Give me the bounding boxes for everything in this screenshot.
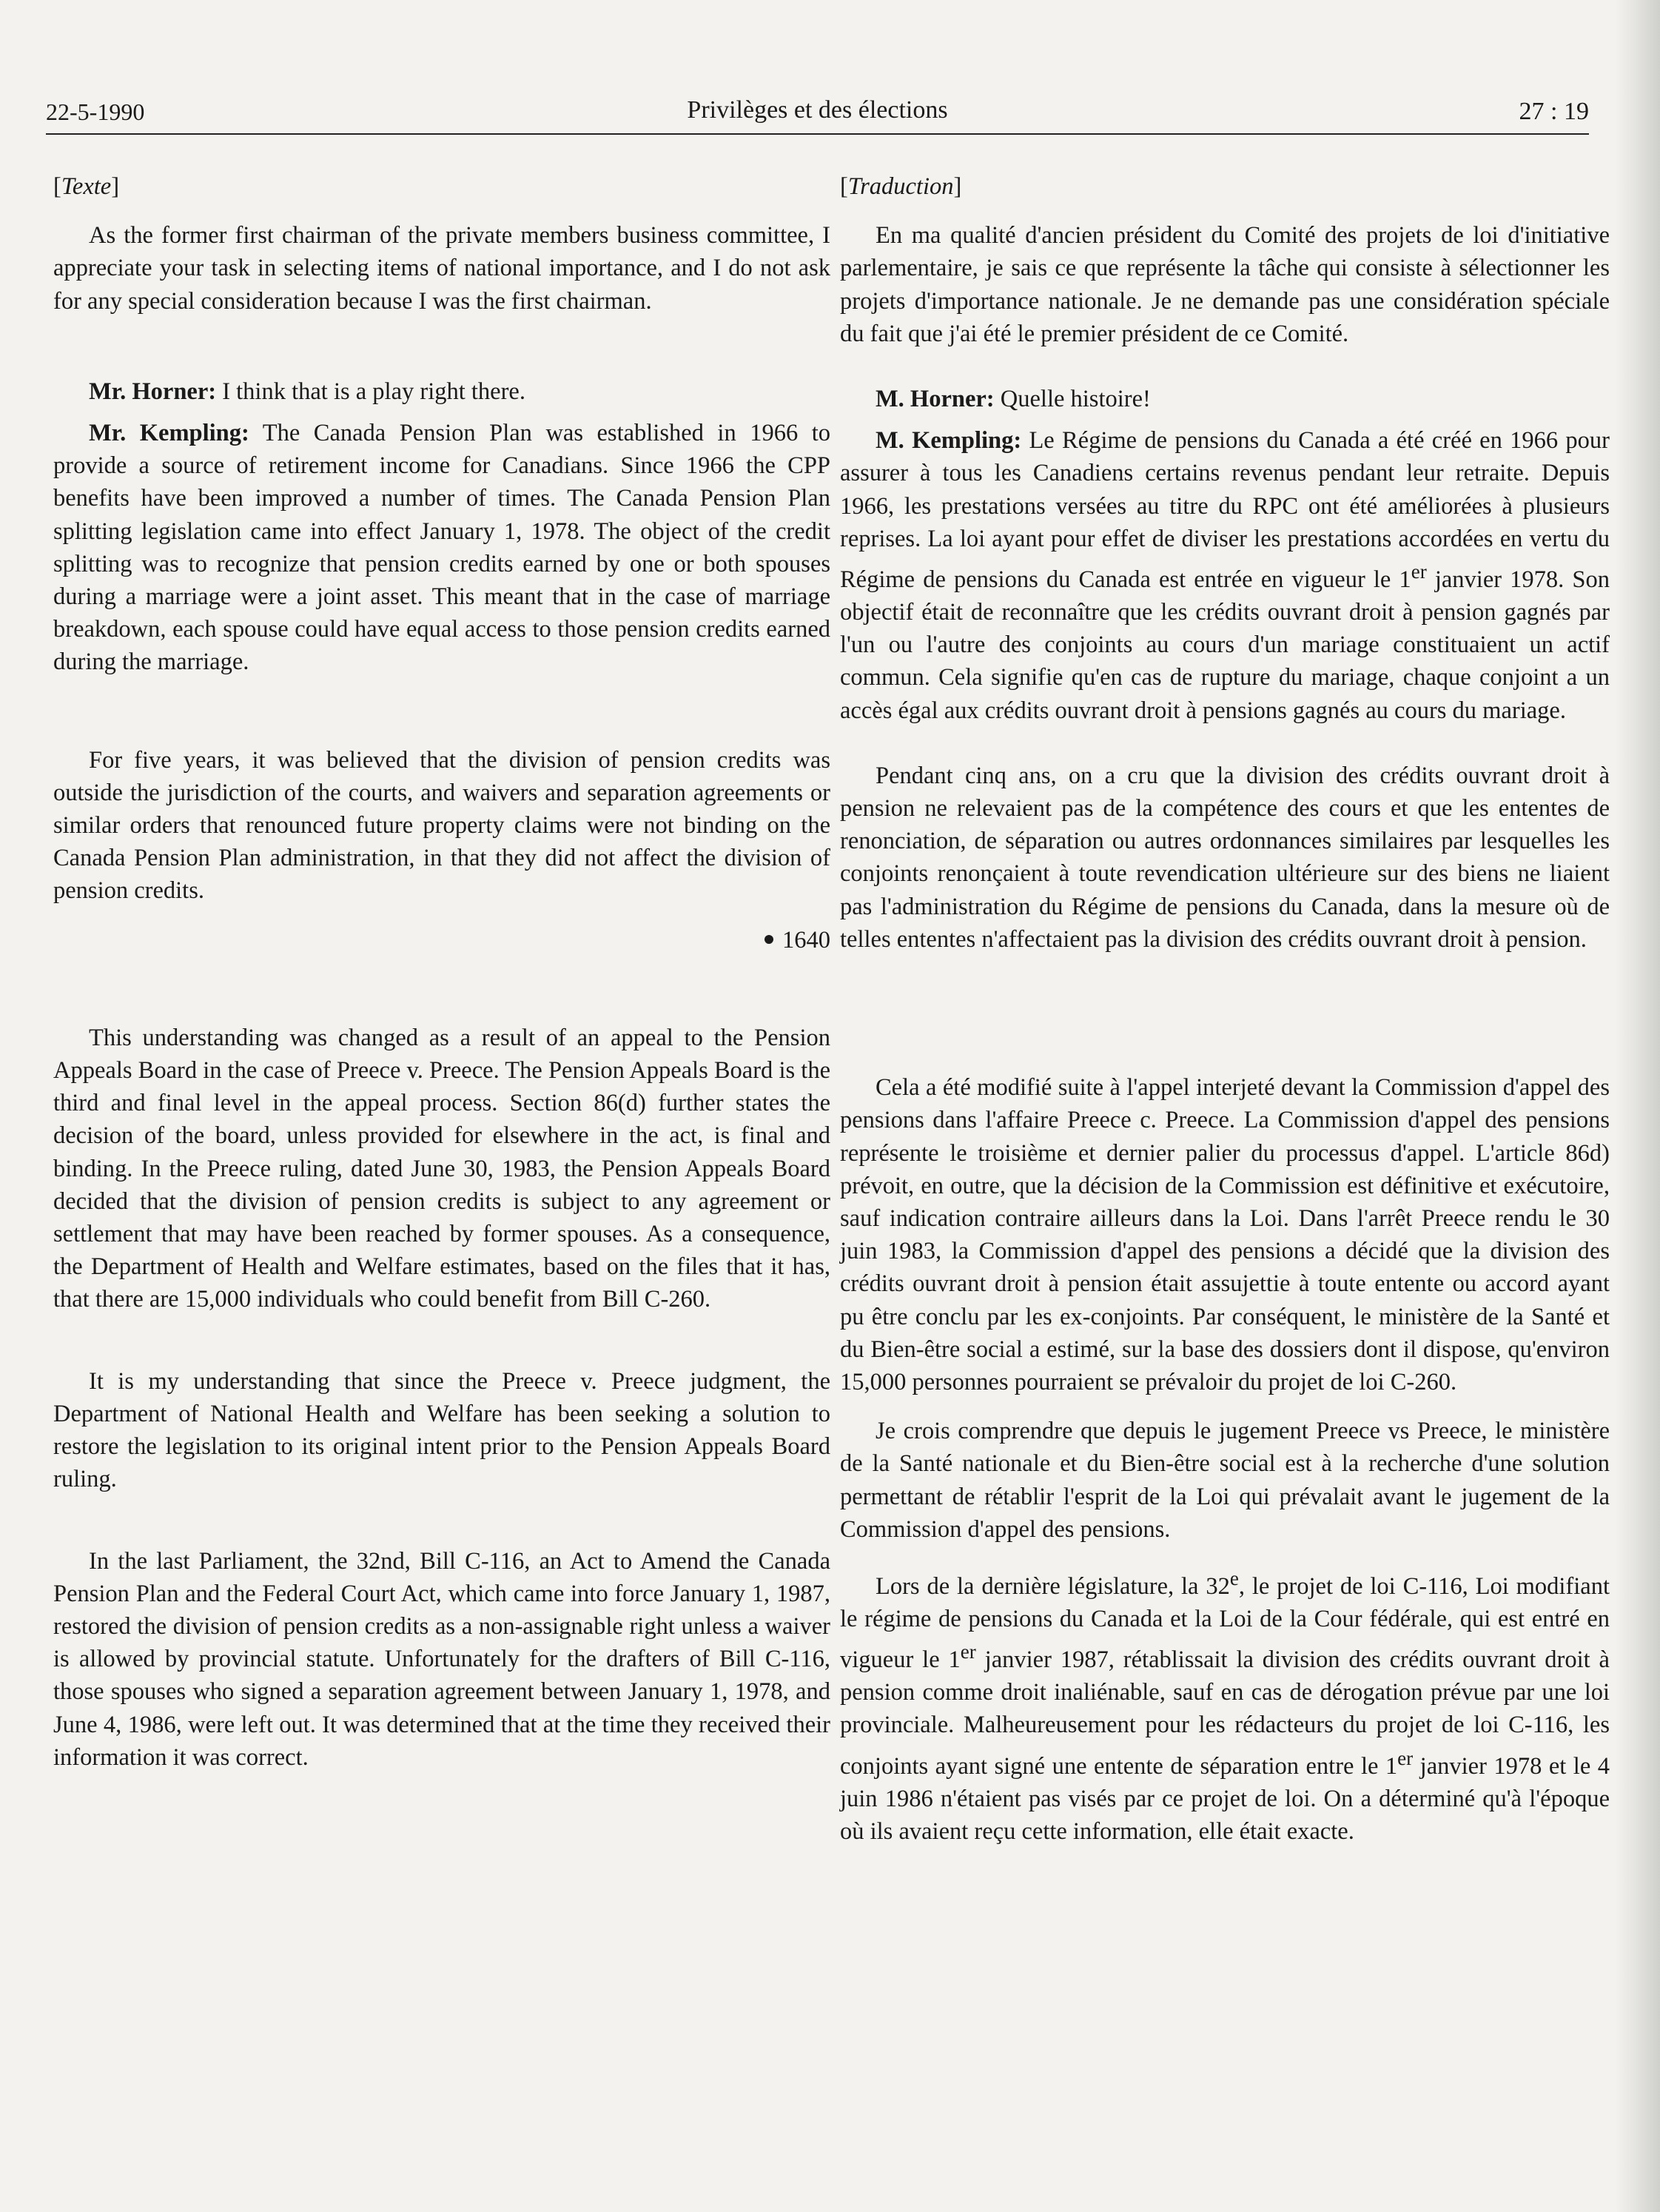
paragraph: In the last Parliament, the 32nd, Bill C-116, an Act to Amend the Canada Pension Plan and the Federal Court Act, which came into force January 1, 1987, restored the division of pension credits as a non-assignable right unless a waiver is allowed by provincial statute. Unfortunately for the drafters of Bill C-116, those spouses who signed a separation agreement between January 1, 1978, and June 4, 1986, were left out. It was determined that at the time they received their information it was correct. — [53, 1547, 830, 1771]
speaker-name: Mr. Horner: — [89, 378, 217, 405]
french-column — [840, 170, 1610, 1880]
paragraph: Je crois comprendre que depuis le jugement Preece vs Preece, le ministère de la Santé nationale et du Bien-être social est à la recherche d'une solution permettant de rétablir l'esprit de la Loi qui prévalait avant le jugement de la Commission d'appel des pensions. — [840, 1418, 1610, 1543]
paragraph: Pendant cinq ans, on a cru que la division des crédits ouvrant droit à pension ne relevaient pas de la compétence des cours et que les ententes de renonciation, de séparation ou autres ordonnances similaires par lesquelles les conjoints renonçaient à toute revendication ultérieure sur des biens ne liaient pas l'administration du Régime de pensions du Canada, dans la mesure où de telles ententes n'affectaient pas la division des crédits ouvrant droit à pension. — [840, 762, 1610, 953]
page-edge-shadow — [1616, 0, 1660, 2212]
column-label-french: [Traduction] — [840, 173, 962, 200]
speaker-name: M. Kempling: — [876, 427, 1022, 455]
paragraph: It is my understanding that since the Preece v. Preece judgment, the Department of National Health and Welfare has been seeking a solution to restore the legislation to its original intent prior to the Pension Appeals Board ruling. — [53, 1367, 830, 1493]
bullet-icon — [765, 935, 773, 944]
speaker-name: Mr. Kempling: — [89, 420, 249, 447]
speaker-name: M. Horner: — [876, 386, 995, 413]
paragraph: As the former first chairman of the private members business committee, I appreciate your task in selecting items of national importance, and I do not ask for any special consideration because I was the first chairman. — [53, 222, 830, 315]
paragraph: This understanding was changed as a result of an appeal to the Pension Appeals Board in the case of Preece v. Preece. The Pension Appeals Board is the third and final level in the appeal process. Section 86(d) further states the decision of the board, unless provided for elsewhere in the act, is final and binding. In the Preece ruling, dated June 30, 1983, the Pension Appeals Board decided that the division of pension credits is subject to any agreement or settlement that may have been reached by former spouses. As a consequence, the Department of Health and Welfare estimates, based on the files that it has, that there are 15,000 individuals who could benefit from Bill C-260. — [53, 1024, 830, 1313]
paragraph-speaker: Mr. Kempling: The Canada Pension Plan was established in 1966 to provide a source of retirement income for Canadians. Since 1966 the CPP benefits have been improved a number of times. The Canada Pension Plan splitting legislation came into effect January 1, 1978. The object of the credit splitting was to recognize that pension credits earned by one or both spouses during a marriage were a joint asset. This meant that in the case of marriage breakdown, each spouse could have equal access to those pension credits earned during the marriage. — [53, 420, 830, 676]
paragraph: Cela a été modifié suite à l'appel interjeté devant la Commission d'appel des pensions dans l'affaire Preece c. Preece. La Commission d'appel des pensions représente le troisième et dernier palier du processus d'appel. L'article 86d) prévoit, en outre, que la décision de la Commission est définitive et exécutoire, sauf indication contraire ailleurs dans la Loi. Dans l'arrêt Preece rendu le 30 juin 1983, la Commission d'appel des pensions a décidé que la division des crédits ouvrant droit à pension était assujettie à toute entente ou accord ayant pu être conclu par les ex-conjoints. Par conséquent, le ministère de la Santé et du Bien-être social a estimé, sur la base des dossiers dont il dispose, qu'environ 15,000 personnes pourraient se prévaloir du projet de loi C-260. — [840, 1074, 1610, 1395]
header-title: Privilèges et des élections — [687, 96, 948, 124]
time-stamp: 1640 — [53, 924, 830, 956]
english-column — [53, 170, 830, 1806]
paragraph: Lors de la dernière législature, la 32e, le projet de loi C-116, Loi modifiant le régime de pensions du Canada et la Loi de la Cour fédérale, qui est entré en vigueur le 1er janvier 1987, rétablissait la division des crédits ouvrant droit à pension comme droit inaliénable, sauf en cas de dérogation prévue par une loi provinciale. Malheureusement pour les rédacteurs du projet de loi C-116, les conjoints ayant signé une entente de séparation entre le 1er janvier 1978 et le 4 juin 1986 n'étaient pas visés par ce projet de loi. On a déterminé qu'à l'époque où ils avaient reçu cette information, elle était exacte. — [840, 1566, 1610, 1845]
header-date: 22-5-1990 — [46, 98, 145, 125]
paragraph-speaker: Mr. Horner: I think that is a play right there. — [89, 378, 525, 405]
column-label-english: [Texte] — [53, 173, 120, 200]
paragraph: En ma qualité d'ancien président du Comité des projets de loi d'initiative parlementaire, je sais ce que représente la tâche qui consiste à sélectionner les projets d'importance nationale. Je ne demande pas une considération spéciale du fait que j'ai été le premier président de ce Comité. — [840, 222, 1610, 347]
header-page-number: 27 : 19 — [1519, 98, 1589, 125]
page-header — [46, 74, 1589, 135]
paragraph: For five years, it was believed that the division of pension credits was outside the jurisdiction of the courts, and waivers and separation agreements or similar orders that renounced future property claims were not binding on the Canada Pension Plan administration, in that they did not affect the division of pension credits. — [53, 746, 830, 905]
paragraph-speaker: M. Kempling: Le Régime de pensions du Canada a été créé en 1966 pour assurer à tous les Canadiens certains revenus pendant leur retraite. Depuis 1966, les prestations versées au titre du RPC ont été améliorées à plusieurs reprises. La loi ayant pour effet de diviser les prestations accordées en vertu du Régime de pensions du Canada est entrée en vigueur le 1er janvier 1978. Son objectif était de reconnaître que les crédits ouvrant droit à pension gagnés par l'un ou l'autre des conjoints au cours d'un mariage constituaient un actif commun. Cela signifie qu'en cas de rupture du mariage, chaque conjoint a un accès égal aux crédits ouvrant droit à pensions gagnés au cours du mariage. — [840, 427, 1610, 724]
paragraph-speaker: M. Horner: Quelle histoire! — [876, 386, 1151, 413]
